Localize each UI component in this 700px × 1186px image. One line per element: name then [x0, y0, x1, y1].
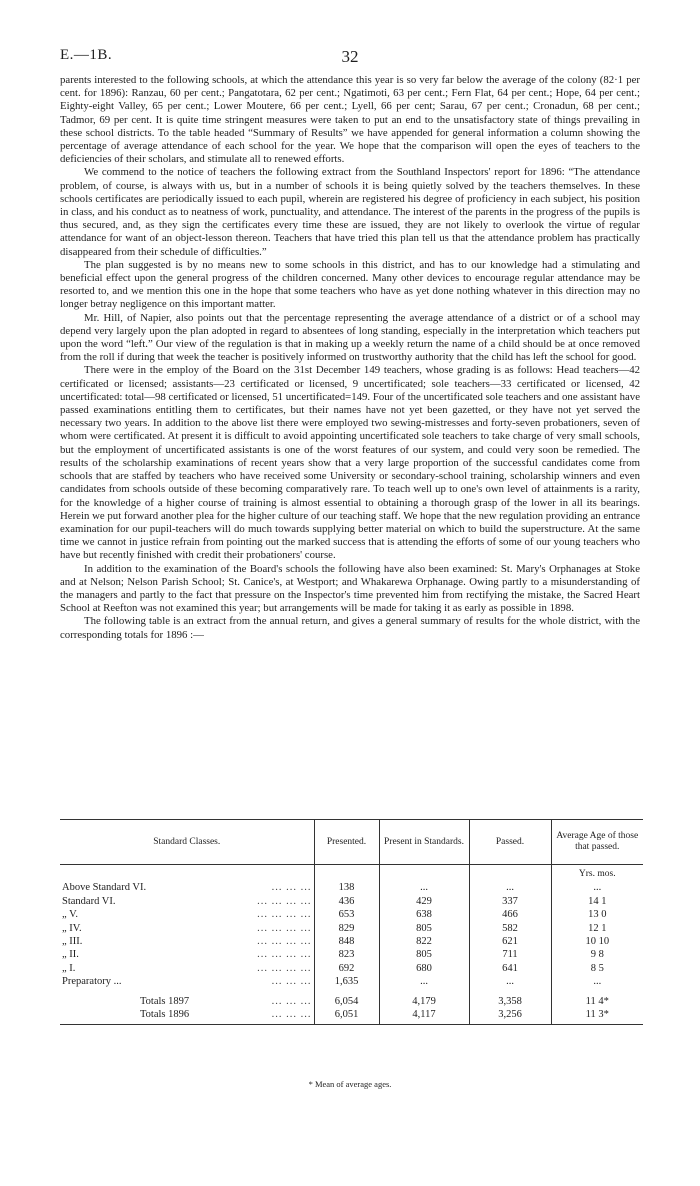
paragraph: We commend to the notice of teachers the following extract from the Southland Inspectors' report for 1896: “The attendance problem, of course, is always with us, but in a number of schools it is being quietly solved by the teachers themselves. In these schools certificates are periodically issued to each pupil, wherein are registered his degree of proficiency in each subject, his position in class, and his conduct as to neatness of work, punctuality, and attendance. The interest of the parents in the progress of the pupils is thus secured, and, as they sign the certificates every time these are issued, they are not likely to overlook the virtue of regular attendance for want of an object-lesson thereon. Teachers that have tried this plan tell us that the attendance problem has practically disappeared from their schedule of difficulties.”: [60, 166, 640, 258]
row-label: Preparatory ...: [62, 976, 122, 988]
present-cell: 680: [379, 962, 469, 975]
age-cell: 13 0: [551, 908, 643, 921]
present-cell: ...: [379, 881, 469, 894]
presented-cell: 138: [314, 881, 379, 894]
row-label: „ IV.: [62, 922, 82, 934]
paragraph: There were in the employ of the Board on the 31st December 149 teachers, whose grading is as follows: Head teachers—42 certificated or licensed; assistants—23 certificated or licensed, 9 uncertificated; sole teachers—33 certificated or licensed, 42 uncertificated: total—98 certificated or licensed, 51 uncertificated=149. Four of the uncertificated sole teachers and one assistant have passed examinations entitling them to certificates, but their names have not yet been gazetted, or they have not yet served the necessary two years. In addition to the above list there were employed two sewing-mistresses and forty-seven probationers, seven of whom were certificated. At present it is difficult to avoid appointing uncertificated sole teachers to take charge of very small schools, but the employment of uncertificated assistants is one of the worst features of our system, and could very soon be remedied. The results of the scholarship examinations of recent years show that a very large proportion of the successful candidates come from schools that are staffed by teachers who have received some University or secondary-school training, scholarship winners and even candidates from schools outside of these becoming comparatively rare. To teach well up to one's own level of attainments is a rarity, for the knowledge of a higher course of training is almost essential to obtaining a thorough grasp of the lower in all its bearings. Herein we put forward another plea for the higher culture of our teaching staff. We hope that the new regulation providing an entrance examination for our pupil-teachers will do much towards supplying better material on which to build the superstructure. At the same time we cannot in justice refrain from pointing out the marked success that is attending the efforts of some of our young teachers who have but recently finished with credit their probationers' course.: [60, 364, 640, 562]
body-text: [60, 74, 640, 642]
leader-dots: ... ... ... ...: [257, 936, 312, 948]
passed-cell: 641: [469, 962, 551, 975]
table-row: [60, 922, 643, 935]
totals-row: [60, 995, 643, 1008]
paragraph: In addition to the examination of the Board's schools the following have also been examined: St. Mary's Orphanages at Stoke and at Nelson; Nelson Parish School; St. Canice's, at Westport; and Whakarewa Orphanage. Owing partly to a misunderstanding of the managers and partly to the fact that pressure on the Inspector's time prevented him from rectifying the mistake, the Sacred Heart School at Reefton was not examined this year; but arrangements will be made for taking it as early as possible in 1898.: [60, 562, 640, 615]
age-units: Yrs. mos.: [551, 865, 643, 882]
age-cell: ...: [551, 975, 643, 988]
paragraph: The plan suggested is by no means new to some schools in this district, and has to our knowledge had a stimulating and beneficial effect upon the general progress of the children concerned. Many other devices to encourage regular attendance may be resorted to, and we mention this one in the hope that some teachers who have as yet done nothing whatever in this direction may no longer betray negligence on this important matter.: [60, 258, 640, 311]
table-row: [60, 962, 643, 975]
header-presented: Presented.: [314, 820, 379, 865]
age-cell: 11 3*: [551, 1008, 643, 1025]
present-cell: ...: [379, 975, 469, 988]
passed-cell: ...: [469, 881, 551, 894]
presented-cell: 6,051: [314, 1008, 379, 1025]
row-label: „ V.: [62, 909, 78, 921]
leader-dots: ... ... ... ...: [257, 895, 312, 907]
presented-cell: 823: [314, 948, 379, 961]
results-summary-table: [60, 819, 643, 1025]
document-code: E.—1B.: [60, 47, 113, 63]
leader-dots: ... ... ...: [271, 995, 312, 1007]
units-row: [60, 865, 643, 882]
table-row: [60, 975, 643, 988]
present-cell: 429: [379, 895, 469, 908]
header-passed: Passed.: [469, 820, 551, 865]
table-row: [60, 948, 643, 961]
presented-cell: 6,054: [314, 995, 379, 1008]
passed-cell: 711: [469, 948, 551, 961]
paragraph: parents interested to the following schools, at which the attendance this year is so very far below the average of the colony (82·1 per cent. for 1896): Ranzau, 60 per cent.; Pangatotara, 62 per cent.; Ngatimoti, 63 per cent.; Fern Flat, 64 per cent.; Hope, 64 per cent.; Eighty-eight Valley, 65 per cent.; Lower Moutere, 66 per cent.; Lyell, 66 per cent; Sarau, 67 per cent.; Cronadun, 68 per cent.; Tadmor, 69 per cent. It is quite time stringent measures were taken to put an end to the unsatisfactory state of things prevailing in these school districts. To the table headed “Summary of Results” we have appended for general information a column showing the percentage of average attendance of each school for the year. We hope that the comparison will open the eyes of teachers to the deficiencies of their scholars, and stimulate all to renewed efforts.: [60, 74, 640, 166]
table-header-row: [60, 820, 643, 865]
page-number: 32: [341, 47, 359, 66]
leader-dots: ... ... ... ...: [257, 909, 312, 921]
header-present-in-standards: Present in Standards.: [379, 820, 469, 865]
age-cell: 8 5: [551, 962, 643, 975]
passed-cell: 3,358: [469, 995, 551, 1008]
row-label: „ III.: [62, 936, 83, 948]
passed-cell: 466: [469, 908, 551, 921]
leader-dots: ... ... ... ...: [257, 949, 312, 961]
age-cell: 10 10: [551, 935, 643, 948]
row-label: Totals 1897: [140, 995, 190, 1007]
presented-cell: 1,635: [314, 975, 379, 988]
table-row: [60, 881, 643, 894]
totals-row: [60, 1008, 643, 1025]
age-cell: 11 4*: [551, 995, 643, 1008]
presented-cell: 829: [314, 922, 379, 935]
row-label: „ II.: [62, 949, 79, 961]
paragraph: Mr. Hill, of Napier, also points out that the percentage representing the average attendance of a district or of a school may depend very largely upon the plan adopted in regard to absentees of long standing, especially in the interpretation which teachers put upon the word “left.” Our view of the regulation is that in making up a weekly return the name of a child should be at once removed from the roll if during that week the teacher is positively informed on trustworthy authority that the child has left the school for good.: [60, 311, 640, 364]
present-cell: 638: [379, 908, 469, 921]
present-cell: 805: [379, 922, 469, 935]
age-cell: 12 1: [551, 922, 643, 935]
passed-cell: 337: [469, 895, 551, 908]
table-footnote: * Mean of average ages.: [308, 1079, 392, 1089]
present-cell: 4,117: [379, 1008, 469, 1025]
present-cell: 805: [379, 948, 469, 961]
passed-cell: ...: [469, 975, 551, 988]
present-cell: 4,179: [379, 995, 469, 1008]
age-cell: ...: [551, 881, 643, 894]
table-row: [60, 908, 643, 921]
page-header: [60, 47, 640, 67]
paragraph: The following table is an extract from the annual return, and gives a general summary of results for the whole district, with the corresponding totals for 1896 :—: [60, 615, 640, 641]
row-label: Above Standard VI.: [62, 882, 147, 894]
passed-cell: 582: [469, 922, 551, 935]
age-cell: 9 8: [551, 948, 643, 961]
passed-cell: 621: [469, 935, 551, 948]
header-standard-classes: Standard Classes.: [60, 820, 314, 865]
presented-cell: 653: [314, 908, 379, 921]
row-label: Standard VI.: [62, 895, 116, 907]
leader-dots: ... ... ...: [271, 976, 312, 988]
leader-dots: ... ... ... ...: [257, 962, 312, 974]
row-label: „ I.: [62, 962, 76, 974]
passed-cell: 3,256: [469, 1008, 551, 1025]
header-average-age: Average Age of those that passed.: [551, 820, 643, 865]
presented-cell: 436: [314, 895, 379, 908]
row-label: Totals 1896: [140, 1009, 190, 1021]
table-row: [60, 935, 643, 948]
present-cell: 822: [379, 935, 469, 948]
leader-dots: ... ... ...: [271, 1009, 312, 1021]
age-cell: 14 1: [551, 895, 643, 908]
leader-dots: ... ... ... ...: [257, 922, 312, 934]
leader-dots: ... ... ...: [271, 882, 312, 894]
table-row: [60, 895, 643, 908]
presented-cell: 692: [314, 962, 379, 975]
presented-cell: 848: [314, 935, 379, 948]
